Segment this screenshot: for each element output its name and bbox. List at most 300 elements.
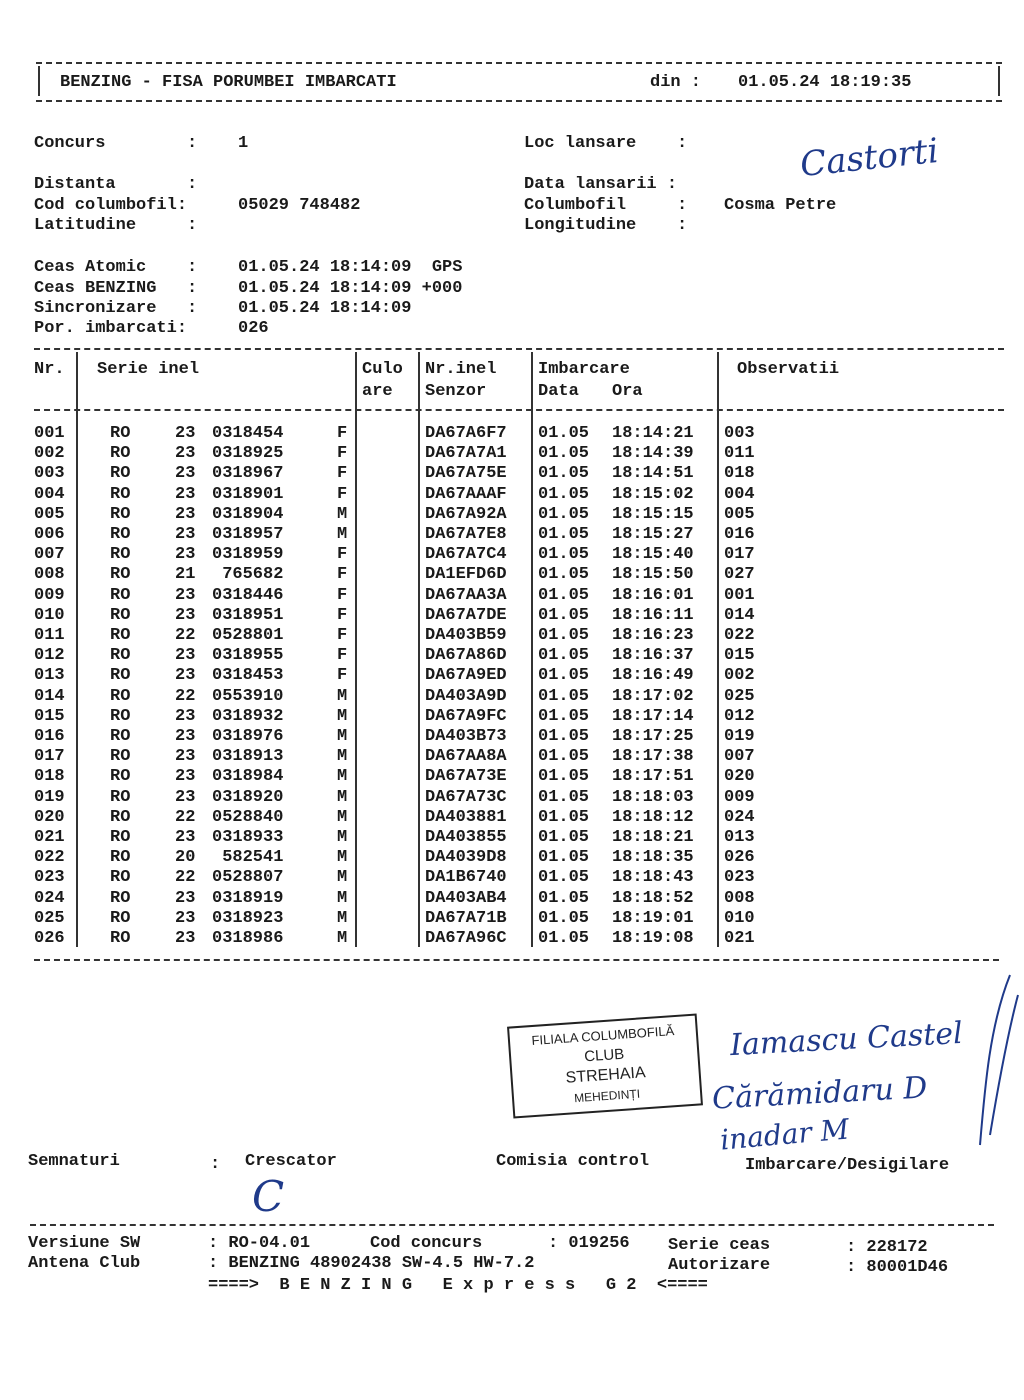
cell-sensor: DA67A6F7 [425,424,507,443]
ceas-atomic-label: Ceas Atomic : [34,258,198,277]
cell-year: 23 [175,646,196,666]
cell-observatii: 014 [724,605,755,625]
cell-sex: M [337,504,348,524]
cell-nr: 014 [34,686,65,706]
cell-ring: 0318955 [212,646,284,666]
cell-time: 18:17:38 [612,747,694,767]
table-top-border [34,348,1004,350]
cell-country: RO [110,424,131,443]
col-header-culo: Culo [362,360,403,379]
cell-sex: F [337,585,348,605]
cell-ring: 0318967 [212,464,284,484]
table-row [0,747,1024,767]
table-row [0,808,1024,828]
cell-sex: F [337,484,348,504]
cell-ring: 765682 [212,565,284,585]
cell-ring: 0318951 [212,605,284,625]
cell-nr: 011 [34,626,65,645]
cell-nr: 008 [34,565,65,585]
cell-ring: 0318901 [212,484,284,504]
table-bottom-border [34,959,999,961]
cell-nr: 019 [34,787,65,807]
cell-time: 18:17:51 [612,767,694,787]
cell-year: 22 [175,807,196,827]
cell-date: 01.05 [538,484,590,504]
din-label: din : [650,73,702,92]
serie-ceas-value: : 228172 [846,1238,928,1257]
por-imbarcati-label: Por. imbarcati: [34,319,188,338]
cell-sex: M [337,848,348,868]
cell-sensor: DA67A86D [425,646,507,666]
cell-time: 18:18:43 [612,868,694,888]
cell-nr: 010 [34,605,65,625]
table-row [0,565,1024,585]
cell-year: 23 [175,787,196,807]
cell-date: 01.05 [538,848,590,868]
cell-time: 18:16:37 [612,646,694,666]
cell-sex: M [337,888,348,908]
cell-date: 01.05 [538,545,590,565]
cell-nr: 003 [34,464,65,484]
cell-observatii: 010 [724,908,755,928]
cell-observatii: 004 [724,484,755,504]
cell-sensor: DA67A92A [425,504,507,524]
handwritten-signature-1: Iamascu Castel [729,1015,964,1064]
cell-ring: 0318920 [212,787,284,807]
cell-sensor: DA1EFD6D [425,565,507,585]
cell-ring: 0553910 [212,686,284,706]
serie-ceas-label: Serie ceas [668,1236,771,1255]
document-title: BENZING - FISA PORUMBEI IMBARCATI [60,73,397,92]
cell-year: 23 [175,828,196,847]
cell-country: RO [110,504,131,524]
cell-nr: 013 [34,666,65,686]
cell-ring: 0528840 [212,807,284,827]
cell-nr: 016 [34,727,65,746]
cell-sensor: DA67AA3A [425,585,507,605]
table-row [0,868,1024,888]
table-row [0,485,1024,505]
cod-columbofil-label: Cod columbofil: [34,196,188,215]
table-header-bottom-border [34,409,1004,411]
cell-time: 18:15:15 [612,504,694,524]
stamp-line-3: STREHAIA [565,1064,647,1087]
cell-time: 18:14:39 [612,444,694,464]
cell-ring: 0318446 [212,585,284,605]
cell-year: 23 [175,706,196,726]
cell-nr: 023 [34,868,65,888]
cell-date: 01.05 [538,706,590,726]
cell-date: 01.05 [538,787,590,807]
cell-sensor: DA67A9ED [425,666,507,686]
header-left-border [38,66,40,96]
cell-year: 22 [175,626,196,645]
cell-country: RO [110,686,131,706]
cell-sensor: DA403A9D [425,686,507,706]
cell-date: 01.05 [538,646,590,666]
cell-country: RO [110,666,131,686]
autorizare-value: : 80001D46 [846,1258,949,1277]
cell-year: 23 [175,908,196,928]
cell-observatii: 015 [724,646,755,666]
col-header-nr: Nr. [34,360,65,379]
cell-observatii: 018 [724,464,755,484]
cell-year: 22 [175,868,196,888]
cell-nr: 005 [34,504,65,524]
cell-sex: M [337,929,348,948]
cell-time: 18:17:14 [612,706,694,726]
table-row [0,828,1024,848]
cell-ring: 0318919 [212,888,284,908]
cell-nr: 018 [34,767,65,787]
cell-time: 18:15:02 [612,484,694,504]
cell-year: 23 [175,585,196,605]
cell-date: 01.05 [538,626,590,645]
cell-country: RO [110,888,131,908]
cell-ring: 0318933 [212,828,284,847]
table-row [0,889,1024,909]
cell-sensor: DA403B59 [425,626,507,645]
cell-nr: 025 [34,908,65,928]
col-header-are: are [362,382,393,401]
cell-sex: M [337,807,348,827]
cell-country: RO [110,605,131,625]
cell-time: 18:18:52 [612,888,694,908]
cell-sex: M [337,706,348,726]
cell-ring: 0318957 [212,525,284,544]
cell-year: 23 [175,605,196,625]
latitudine-label: Latitudine : [34,216,198,235]
cell-date: 01.05 [538,828,590,847]
cell-nr: 006 [34,525,65,544]
cell-time: 18:17:02 [612,686,694,706]
longitudine-label: Longitudine : [524,216,688,235]
cell-time: 18:18:21 [612,828,694,847]
cell-observatii: 013 [724,828,755,847]
table-row [0,626,1024,646]
cell-observatii: 024 [724,807,755,827]
cell-sex: M [337,868,348,888]
cell-nr: 009 [34,585,65,605]
benzing-banner: ====> B E N Z I N G E x p r e s s G 2 <==== [208,1276,708,1295]
table-row [0,586,1024,606]
cell-year: 23 [175,464,196,484]
cell-observatii: 011 [724,444,755,464]
cell-year: 23 [175,444,196,464]
handwritten-signature-3: inadar M [718,1112,851,1157]
ceas-atomic-value: 01.05.24 18:14:09 GPS [238,258,463,277]
cell-observatii: 027 [724,565,755,585]
cell-date: 01.05 [538,424,590,443]
cell-sex: M [337,525,348,544]
cell-observatii: 008 [724,888,755,908]
table-row [0,424,1024,444]
cell-nr: 015 [34,706,65,726]
col-header-observatii: Observatii [737,360,840,379]
cell-date: 01.05 [538,686,590,706]
table-row [0,606,1024,626]
sincronizare-value: 01.05.24 18:14:09 [238,299,412,318]
cell-sensor: DA67A71B [425,908,507,928]
cell-year: 23 [175,484,196,504]
col-header-ora: Ora [612,382,643,401]
cell-year: 23 [175,929,196,948]
cell-observatii: 020 [724,767,755,787]
loc-lansare-handwritten: Castorti [798,130,941,186]
cell-country: RO [110,706,131,726]
cell-year: 20 [175,848,196,868]
cell-time: 18:17:25 [612,727,694,746]
cell-time: 18:18:03 [612,787,694,807]
cell-country: RO [110,484,131,504]
cell-country: RO [110,626,131,645]
cell-country: RO [110,807,131,827]
cell-sensor: DA4039D8 [425,848,507,868]
cell-sex: M [337,686,348,706]
cell-year: 23 [175,727,196,746]
cell-observatii: 019 [724,727,755,746]
crescator-signature: C [252,1172,285,1221]
cell-observatii: 017 [724,545,755,565]
cell-nr: 026 [34,929,65,948]
cell-observatii: 003 [724,424,755,443]
cell-ring: 0318904 [212,504,284,524]
cell-sensor: DA403881 [425,807,507,827]
cell-country: RO [110,585,131,605]
imbarcare-desigilare-label: Imbarcare/Desigilare [745,1156,950,1175]
cell-country: RO [110,787,131,807]
table-row [0,707,1024,727]
col-header-imbarcare: Imbarcare [538,360,630,379]
table-row [0,687,1024,707]
cell-time: 18:19:08 [612,929,694,948]
cell-sensor: DA67A73C [425,787,507,807]
cell-time: 18:18:12 [612,807,694,827]
antena-value: : BENZING 48902438 SW-4.5 HW-7.2 [208,1254,535,1273]
cell-date: 01.05 [538,585,590,605]
cell-observatii: 022 [724,626,755,645]
cell-sex: F [337,605,348,625]
cell-year: 23 [175,747,196,767]
stamp-line-1: FILIALA COLUMBOFILĂ [530,1023,675,1049]
cell-ring: 0318454 [212,424,284,443]
table-row [0,727,1024,747]
cell-sex: F [337,464,348,484]
cell-sex: F [337,444,348,464]
cell-nr: 004 [34,484,65,504]
cell-country: RO [110,727,131,746]
cell-date: 01.05 [538,767,590,787]
cell-observatii: 005 [724,504,755,524]
cell-country: RO [110,545,131,565]
cell-date: 01.05 [538,504,590,524]
ceas-benzing-label: Ceas BENZING : [34,279,198,298]
sincronizare-label: Sincronizare : [34,299,198,318]
cell-sex: F [337,646,348,666]
cell-nr: 002 [34,444,65,464]
cell-year: 21 [175,565,196,585]
cell-observatii: 016 [724,525,755,544]
cell-sex: M [337,747,348,767]
col-header-serie: Serie inel [97,360,200,379]
stamp-line-2: CLUB [583,1045,625,1066]
cell-sensor: DA67A7DE [425,605,507,625]
cell-sex: F [337,424,348,443]
cell-nr: 024 [34,888,65,908]
cell-date: 01.05 [538,929,590,948]
cell-nr: 012 [34,646,65,666]
cell-time: 18:16:11 [612,605,694,625]
cell-sensor: DA67AA8A [425,747,507,767]
table-row [0,505,1024,525]
cell-nr: 017 [34,747,65,767]
cell-observatii: 026 [724,848,755,868]
cod-concurs-label: Cod concurs [370,1234,483,1253]
cell-country: RO [110,444,131,464]
cod-columbofil-value: 05029 748482 [238,196,361,215]
cell-country: RO [110,828,131,847]
cell-country: RO [110,747,131,767]
semnaturi-colon: : [210,1155,221,1174]
cell-ring: 582541 [212,848,284,868]
cell-sex: F [337,565,348,585]
cell-country: RO [110,525,131,544]
cell-sensor: DA67AAAF [425,484,507,504]
header-top-border [36,62,1002,64]
cell-nr: 001 [34,424,65,443]
columbofil-value: Cosma Petre [724,196,837,215]
cell-sex: M [337,828,348,847]
cell-date: 01.05 [538,464,590,484]
cell-sensor: DA403AB4 [425,888,507,908]
cell-sex: M [337,908,348,928]
cell-nr: 022 [34,848,65,868]
handwritten-signature-2: Cărămidaru D [711,1070,929,1117]
cell-nr: 007 [34,545,65,565]
cell-time: 18:18:35 [612,848,694,868]
cell-time: 18:16:23 [612,626,694,645]
col-header-senzor: Senzor [425,382,487,401]
cell-year: 23 [175,767,196,787]
data-lansarii-label: Data lansarii : [524,175,678,194]
cell-ring: 0318932 [212,706,284,726]
cell-ring: 0528801 [212,626,284,645]
cell-observatii: 023 [724,868,755,888]
cell-time: 18:16:49 [612,666,694,686]
table-row [0,545,1024,565]
header-right-border [998,66,1000,96]
distanta-label: Distanta : [34,175,198,194]
table-row [0,788,1024,808]
header-bottom-border [36,100,1002,102]
cell-country: RO [110,767,131,787]
autorizare-label: Autorizare [668,1256,771,1275]
cell-ring: 0318984 [212,767,284,787]
cell-sensor: DA67A96C [425,929,507,948]
stamp-line-4: MEHEDINȚI [573,1086,641,1106]
cell-year: 23 [175,424,196,443]
por-imbarcati-value: 026 [238,319,269,338]
cell-ring: 0318913 [212,747,284,767]
cell-sex: M [337,767,348,787]
cell-date: 01.05 [538,807,590,827]
cell-time: 18:15:50 [612,565,694,585]
cell-ring: 0318976 [212,727,284,746]
cell-nr: 021 [34,828,65,847]
cod-concurs-value: : 019256 [548,1234,630,1253]
table-row [0,444,1024,464]
cell-time: 18:14:51 [612,464,694,484]
semnaturi-label: Semnaturi [28,1152,120,1171]
concurs-value: 1 [238,134,249,153]
club-stamp [507,1013,703,1118]
cell-sex: F [337,666,348,686]
cell-sex: M [337,787,348,807]
cell-nr: 020 [34,807,65,827]
col-header-nrinel: Nr.inel [425,360,497,379]
cell-year: 23 [175,525,196,544]
cell-sensor: DA67A9FC [425,706,507,726]
antena-label: Antena Club [28,1254,141,1273]
cell-date: 01.05 [538,605,590,625]
cell-sex: M [337,727,348,746]
ceas-benzing-value: 01.05.24 18:14:09 +000 [238,279,463,298]
cell-sensor: DA403855 [425,828,507,847]
cell-sex: F [337,545,348,565]
table-row [0,525,1024,545]
cell-country: RO [110,908,131,928]
versiune-label: Versiune SW [28,1234,141,1253]
cell-observatii: 021 [724,929,755,948]
columbofil-label: Columbofil : [524,196,688,215]
cell-country: RO [110,565,131,585]
cell-ring: 0318923 [212,908,284,928]
cell-observatii: 001 [724,585,755,605]
cell-date: 01.05 [538,908,590,928]
cell-time: 18:15:27 [612,525,694,544]
loc-lansare-label: Loc lansare : [524,134,688,153]
cell-year: 22 [175,686,196,706]
concurs-label: Concurs : [34,134,198,153]
table-row [0,929,1024,949]
cell-year: 23 [175,888,196,908]
cell-observatii: 002 [724,666,755,686]
table-row [0,464,1024,484]
cell-sensor: DA67A73E [425,767,507,787]
cell-date: 01.05 [538,525,590,544]
cell-ring: 0528807 [212,868,284,888]
cell-sensor: DA1B6740 [425,868,507,888]
versiune-value: : RO-04.01 [208,1234,311,1253]
cell-date: 01.05 [538,565,590,585]
cell-sensor: DA67A7A1 [425,444,507,464]
table-row [0,909,1024,929]
cell-country: RO [110,464,131,484]
cell-sensor: DA403B73 [425,727,507,746]
cell-date: 01.05 [538,747,590,767]
cell-sensor: DA67A7E8 [425,525,507,544]
cell-year: 23 [175,545,196,565]
table-row [0,767,1024,787]
cell-observatii: 012 [724,706,755,726]
cell-country: RO [110,646,131,666]
footer-top-border [30,1224,994,1226]
cell-observatii: 009 [724,787,755,807]
cell-year: 23 [175,666,196,686]
cell-ring: 0318453 [212,666,284,686]
cell-sensor: DA67A7C4 [425,545,507,565]
cell-observatii: 007 [724,747,755,767]
